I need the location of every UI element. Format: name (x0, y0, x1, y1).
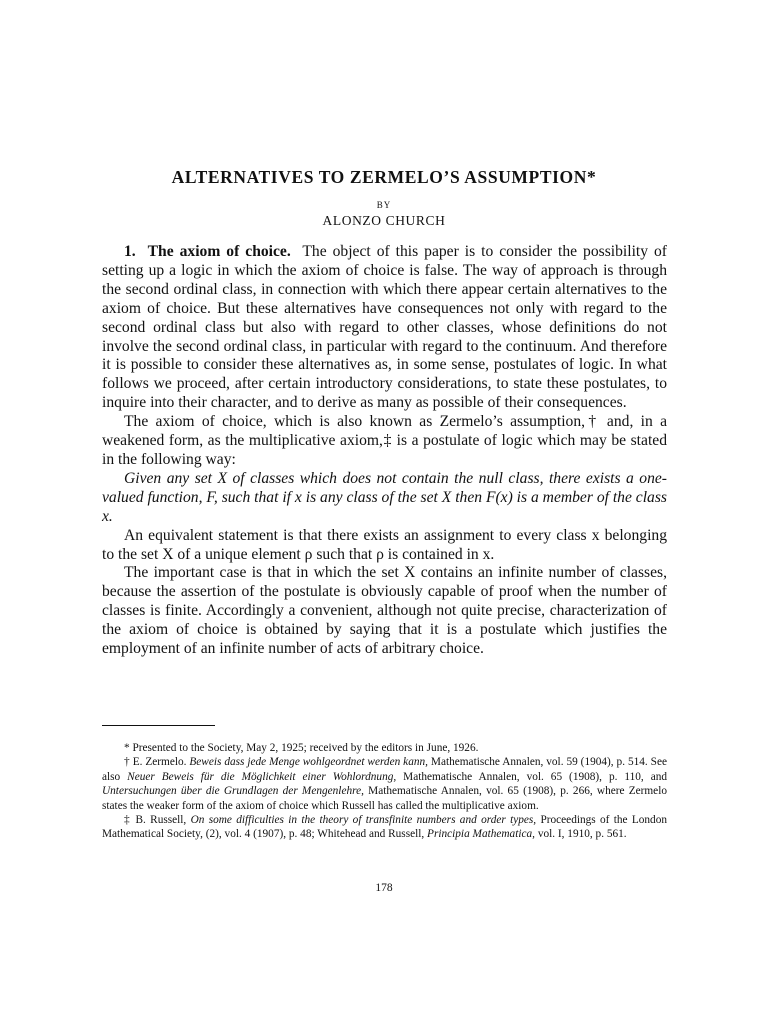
article-author: ALONZO CHURCH (322, 213, 446, 228)
footnote-star: * Presented to the Society, May 2, 1925; received by the editors in June, 1926. (124, 742, 479, 754)
footnote-divider (102, 725, 215, 726)
footnotes (102, 741, 667, 842)
footnote-dagger-text-3: Mathematische Annalen, vol. 65 (1908), p. 266, where Zermelo states the weaker form of the axiom of choice which Russell has called the multiplicative axiom. (102, 785, 667, 812)
footnote-double-dagger-text-2: vol. I, 1910, p. 561. (537, 828, 627, 841)
footnote-double-dagger-author: ‡ B. Russell, (124, 814, 187, 827)
footnote-dagger-text-1: Mathematische Annalen, vol. 59 (1904), p. 514. See also (102, 756, 667, 783)
footnote-dagger-title-3: Untersuchungen über die Grundlagen der Mengenlehre, (102, 785, 364, 798)
paragraph-5: The important case is that in which the set X contains an infinite number of classes, because the assertion of the postulate is obviously capable of proof when the number of classes is finite. Accordingly a convenient, although not quite precise, characterization of the axiom of choice is obtained by saying that it is a postulate which justifies the employment of an infinite number of acts of arbitrary choice. (102, 564, 667, 658)
paragraph-2: The axiom of choice, which is also known as Zermelo’s assumption,† and, in a weakened form, as the multiplicative axiom,‡ is a postulate of logic which may be stated in the following way: (102, 413, 667, 468)
footnote-dagger-author: † E. Zermelo. (124, 756, 187, 769)
footnote-double-dagger-title-1: On some difficulties in the theory of transfinite numbers and order types, (190, 814, 537, 827)
axiom-statement: Given any set X of classes which does not contain the null class, there exists a one-valued function, F, such that if x is any class of the set X then F(x) is a member of the class x. (102, 469, 667, 525)
paragraph-4: An equivalent statement is that there exists an assignment to every class x belonging to the set X of a unique element ρ such that ρ is contained in x. (102, 526, 667, 563)
section-heading: The axiom of choice. (147, 243, 291, 260)
footnote-dagger-title-2: Neuer Beweis für die Möglichkeit einer Wohlordnung, (127, 770, 397, 783)
footnote-double-dagger (102, 813, 667, 842)
footnote-dagger (102, 755, 667, 813)
section-number: 1. (124, 243, 136, 260)
article-title: ALTERNATIVES TO ZERMELO’S ASSUMPTION* (171, 167, 597, 187)
paragraph-1 (102, 243, 667, 413)
paragraph-1-text: The object of this paper is to consider the possibility of setting up a logic in which the axiom of choice is false. The way of approach is through the second ordinal class, in connection with which there appear certain alternatives to the axiom of choice. But these alternatives have consequences not only with regard to the second ordinal class but also with regard to other classes, whose definitions do not involve the second ordinal class, in particular with regard to the continuum. And therefore it is possible to consider these alternatives as, in some sense, postulates of logic. In what follows we proceed, after certain introductory considerations, to state these postulates, to inquire into their character, and to derive as many as possible of their consequences. (102, 243, 668, 412)
footnote-double-dagger-title-2: Principia Mathematica, (427, 828, 535, 841)
footnote-dagger-title-1: Beweis dass jede Menge wohlgeordnet werden kann, (189, 756, 428, 769)
byline-by: BY (376, 200, 392, 210)
page-number: 178 (375, 882, 393, 894)
footnote-double-dagger-text-1: Proceedings of the London Mathematical Society, (2), vol. 4 (1907), p. 48; Whitehead and Russell, (102, 814, 667, 841)
footnote-dagger-text-2: Mathematische Annalen, vol. 65 (1908), p. 110, and (403, 770, 668, 783)
article-body (102, 243, 667, 659)
